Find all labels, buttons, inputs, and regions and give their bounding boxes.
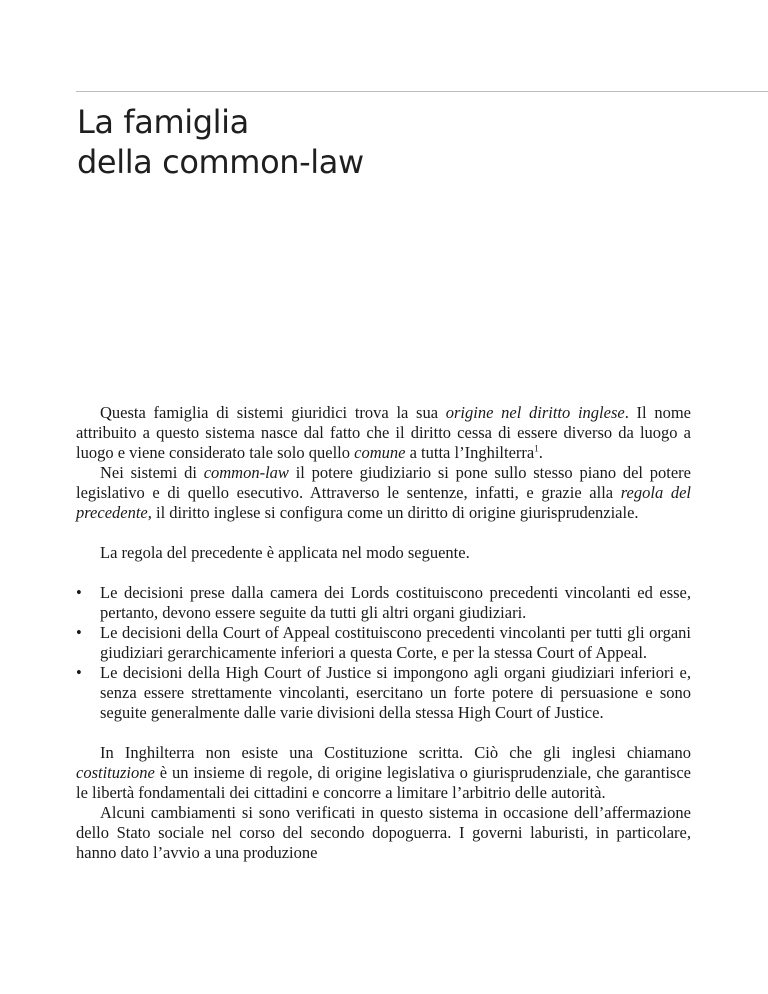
text-run: La regola del precedente è applicata nel modo seguente.: [100, 543, 470, 562]
list-item: • Le decisioni della High Court of Justice si impongono agli organi giudiziari inferiori e, senza essere strettamente vincolanti, esercitano un forte potere di persuasione e sono seguite generalmente dalle varie divisioni della stessa High Court of Justice.: [76, 663, 691, 723]
text-run: Questa famiglia di sistemi giuridici trova la sua: [100, 403, 446, 422]
emphasis: common-law: [203, 463, 289, 482]
paragraph-origin: [76, 403, 691, 463]
footnote-ref: 1: [534, 443, 539, 454]
text-run: .: [538, 443, 543, 462]
header-rule: [76, 91, 768, 92]
paragraph-precedent-intro: [76, 543, 691, 563]
text-run: . Il nome attribuito a questo sistema nasce dal fatto che il diritto cessa di essere diverso da luogo a luogo e viene considerato tale solo quello: [76, 403, 691, 462]
list-item: • Le decisioni prese dalla camera dei Lords costituiscono precedenti vincolanti ed esse, pertanto, devono essere seguite da tutti gli altri organi giudiziari.: [76, 583, 691, 623]
text-run: In Inghilterra non esiste una Costituzione scritta. Ciò che gli inglesi chiamano: [100, 743, 691, 762]
body-text: [76, 403, 691, 863]
text-run: Alcuni cambiamenti si sono verificati in questo sistema in occasione dell’affermazione dello Stato sociale nel corso del secondo dopoguerra. I governi laburisti, in particolare, hanno dato l’avvio a una produzione: [76, 803, 691, 862]
text-run: è un insieme di regole, di origine legislativa o giurisprudenziale, che garantisce le libertà fondamentali dei cittadini e concorre a limitare l’arbitrio delle autorità.: [76, 763, 691, 802]
text-run: Nei sistemi di: [100, 463, 204, 482]
paragraph-constitution: [76, 743, 691, 803]
paragraph-judicial-power: [76, 463, 691, 523]
emphasis: regola del precedente: [76, 483, 692, 522]
emphasis: costituzione: [76, 763, 155, 782]
text-run: il potere giudiziario si pone sullo stesso piano del potere legislativo e di quello esecutivo. Attraverso le sentenze, infatti, e grazie alla: [76, 463, 691, 502]
emphasis: comune: [354, 443, 406, 462]
emphasis: origine nel diritto inglese: [445, 403, 625, 422]
text-run: a tutta l’Inghilterra: [405, 443, 535, 462]
text-run: , il diritto inglese si configura come un diritto di origine giurisprudenziale.: [147, 503, 639, 522]
paragraph-welfare-state: [76, 803, 691, 863]
list-item: • Le decisioni della Court of Appeal costituiscono precedenti vincolanti per tutti gli organi giudiziari gerarchicamente inferiori a questa Corte, e per la stessa Court of Appeal.: [76, 623, 691, 663]
chapter-title: [77, 102, 364, 182]
precedent-list: [76, 583, 691, 723]
chapter-title-line-2: della common-law: [77, 143, 364, 181]
chapter-title-line-1: La famiglia: [77, 103, 249, 141]
